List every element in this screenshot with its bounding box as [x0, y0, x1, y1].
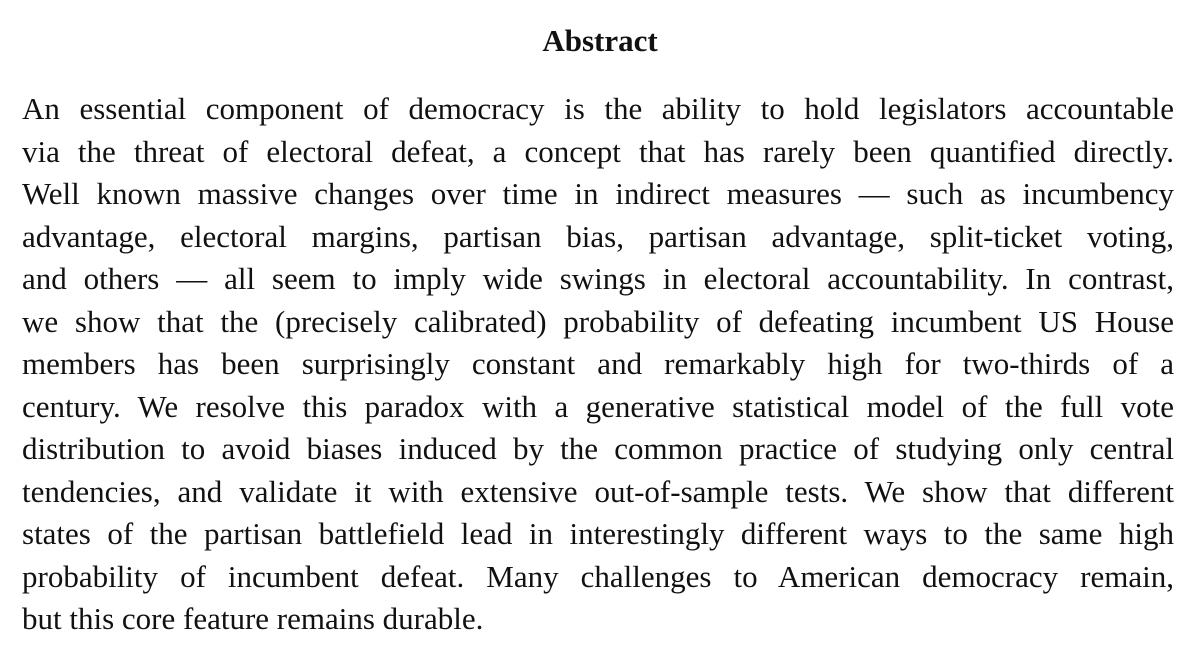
- abstract-line: states of the partisan battlefield lead in interestingly different ways to the same high: [22, 516, 1174, 551]
- abstract-line: probability of incumbent defeat. Many challenges to American democracy remain,: [22, 558, 1174, 594]
- abstract-line: we show that the (precisely calibrated) probability of defeating incumbent US House: [22, 303, 1174, 339]
- abstract-line: century. We resolve this paradox with a generative statistical model of the full vote: [22, 388, 1174, 424]
- abstract-line: advantage, electoral margins, partisan bias, partisan advantage, split-ticket voting,: [22, 218, 1174, 254]
- abstract-heading: Abstract: [542, 23, 658, 58]
- abstract-line: tendencies, and validate it with extensive out-of-sample tests. We show that different: [22, 473, 1174, 509]
- abstract-line: but this core feature remains durable.: [22, 601, 484, 636]
- abstract-line: and others — all seem to imply wide swings in electoral accountability. In contrast,: [22, 261, 1174, 296]
- abstract-line: via the threat of electoral defeat, a concept that has rarely been quantified directly.: [22, 133, 1174, 169]
- abstract-line: members has been surprisingly constant and remarkably high for two-thirds of a: [22, 346, 1174, 381]
- abstract-line: Well known massive changes over time in indirect measures — such as incumbency: [22, 176, 1174, 211]
- abstract-line: An essential component of democracy is the ability to hold legislators accountable: [22, 91, 1174, 126]
- abstract-line: distribution to avoid biases induced by the common practice of studying only central: [22, 431, 1174, 466]
- abstract-body: [22, 88, 1174, 641]
